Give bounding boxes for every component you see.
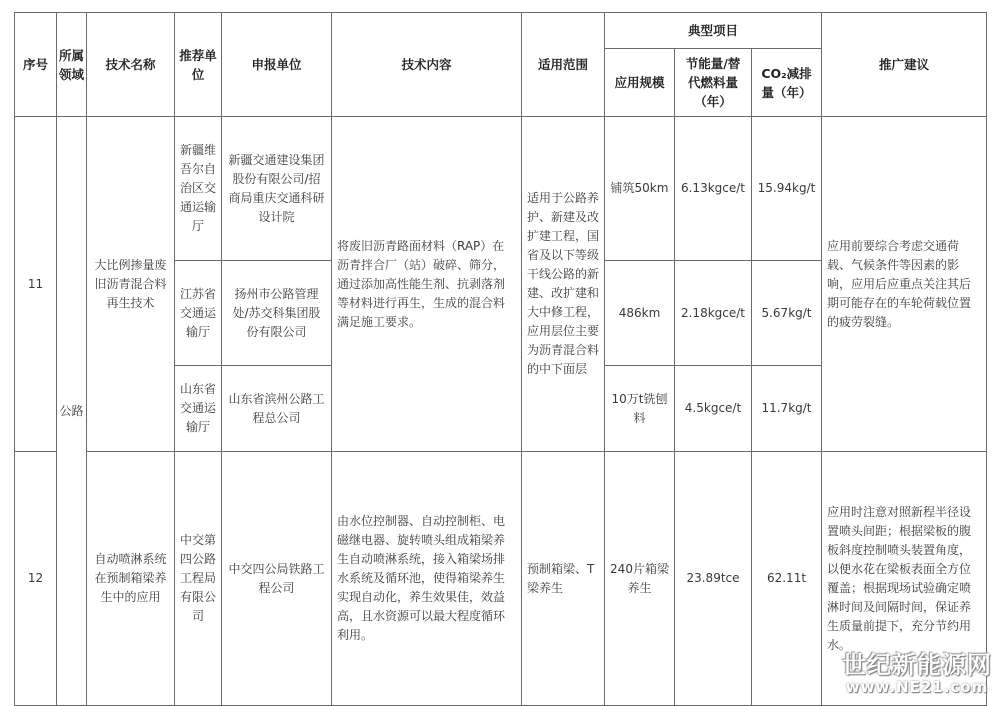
header-recommend-unit: 推荐单位 — [175, 13, 222, 117]
row12-tech-name: 自动喷淋系统在预制箱梁养生中的应用 — [87, 452, 175, 706]
row11-scale-1: 铺筑50km — [605, 117, 675, 261]
row11-scale-2: 486km — [605, 261, 675, 366]
row11-recommend-3: 山东省交通运输厅 — [175, 366, 222, 452]
row12-applicant: 中交四公局铁路工程公司 — [222, 452, 332, 706]
header-scope: 适用范围 — [522, 13, 605, 117]
field-cell: 公路 — [57, 117, 87, 706]
header-field: 所属领域 — [57, 13, 87, 117]
header-scale: 应用规模 — [605, 49, 675, 117]
header-co2: CO₂减排量（年） — [752, 49, 822, 117]
header-applicant: 申报单位 — [222, 13, 332, 117]
header-typical: 典型项目 — [605, 13, 822, 49]
row11-tech-name: 大比例掺量废旧沥青混合料再生技术 — [87, 117, 175, 452]
row11-scope: 适用于公路养护、新建及改扩建工程，国省及以下等级干线公路的新建、改扩建和大中修工程，应用层位主要为沥青混合料的中下面层 — [522, 117, 605, 452]
row12-co2: 62.11t — [752, 452, 822, 706]
row11-energy-3: 4.5kgce/t — [675, 366, 752, 452]
header-energy: 节能量/替代燃料量（年） — [675, 49, 752, 117]
row11-recommend-2: 江苏省交通运输厅 — [175, 261, 222, 366]
row11-co2-3: 11.7kg/t — [752, 366, 822, 452]
row12-energy: 23.89tce — [675, 452, 752, 706]
row12-content: 由水位控制器、自动控制柜、电磁继电器、旋转喷头组成箱梁养生自动喷淋系统，接入箱梁场排水系统及循环池，使得箱梁养生实现自动化，养生效果佳，效益高，且水资源可以最大程度循环利用。 — [332, 452, 522, 706]
row11-co2-1: 15.94kg/t — [752, 117, 822, 261]
watermark — [842, 645, 992, 696]
row11-scale-3: 10万t铣刨料 — [605, 366, 675, 452]
row11-energy-2: 2.18kgce/t — [675, 261, 752, 366]
row11-recommend-1: 新疆维吾尔自治区交通运输厅 — [175, 117, 222, 261]
row12-recommend: 中交第四公路工程局有限公司 — [175, 452, 222, 706]
row12-seq: 12 — [15, 452, 57, 706]
row11-applicant-3: 山东省滨州公路工程总公司 — [222, 366, 332, 452]
header-tech-name: 技术名称 — [87, 13, 175, 117]
row12-scale: 240片箱梁养生 — [605, 452, 675, 706]
row11-content: 将废旧沥青路面材料（RAP）在沥青拌合厂（站）破碎、筛分，通过添加高性能生剂、抗剥落剂等材料进行再生，生成的混合料满足施工要求。 — [332, 117, 522, 452]
watermark-en: www.NE21.com — [845, 678, 989, 696]
header-suggestion: 推广建议 — [822, 13, 987, 117]
row11-energy-1: 6.13kgce/t — [675, 117, 752, 261]
row11-suggestion: 应用前要综合考虑交通荷载、气候条件等因素的影响，应用后应重点关注其后期可能存在的车轮荷载位置的疲劳裂缝。 — [822, 117, 987, 452]
row11-co2-2: 5.67kg/t — [752, 261, 822, 366]
row12-suggestion: 应用时注意对照新程半径设置喷头间距；根据梁板的腹板斜度控制喷头装置角度，以便水花在梁板表面全方位覆盖；根据现场试验确定喷淋时间及间隔时间，保证养生质量前提下，充分节约用水。 — [822, 452, 987, 706]
row11-applicant-1: 新疆交通建设集团股份有限公司/招商局重庆交通科研设计院 — [222, 117, 332, 261]
row12-scope: 预制箱梁、T梁养生 — [522, 452, 605, 706]
watermark-cn: 世纪新能源网 — [842, 651, 992, 679]
row11-applicant-2: 扬州市公路管理处/苏交科集团股份有限公司 — [222, 261, 332, 366]
header-content: 技术内容 — [332, 13, 522, 117]
header-seq: 序号 — [15, 13, 57, 117]
row11-seq: 11 — [15, 117, 57, 452]
tech-table — [14, 12, 987, 706]
